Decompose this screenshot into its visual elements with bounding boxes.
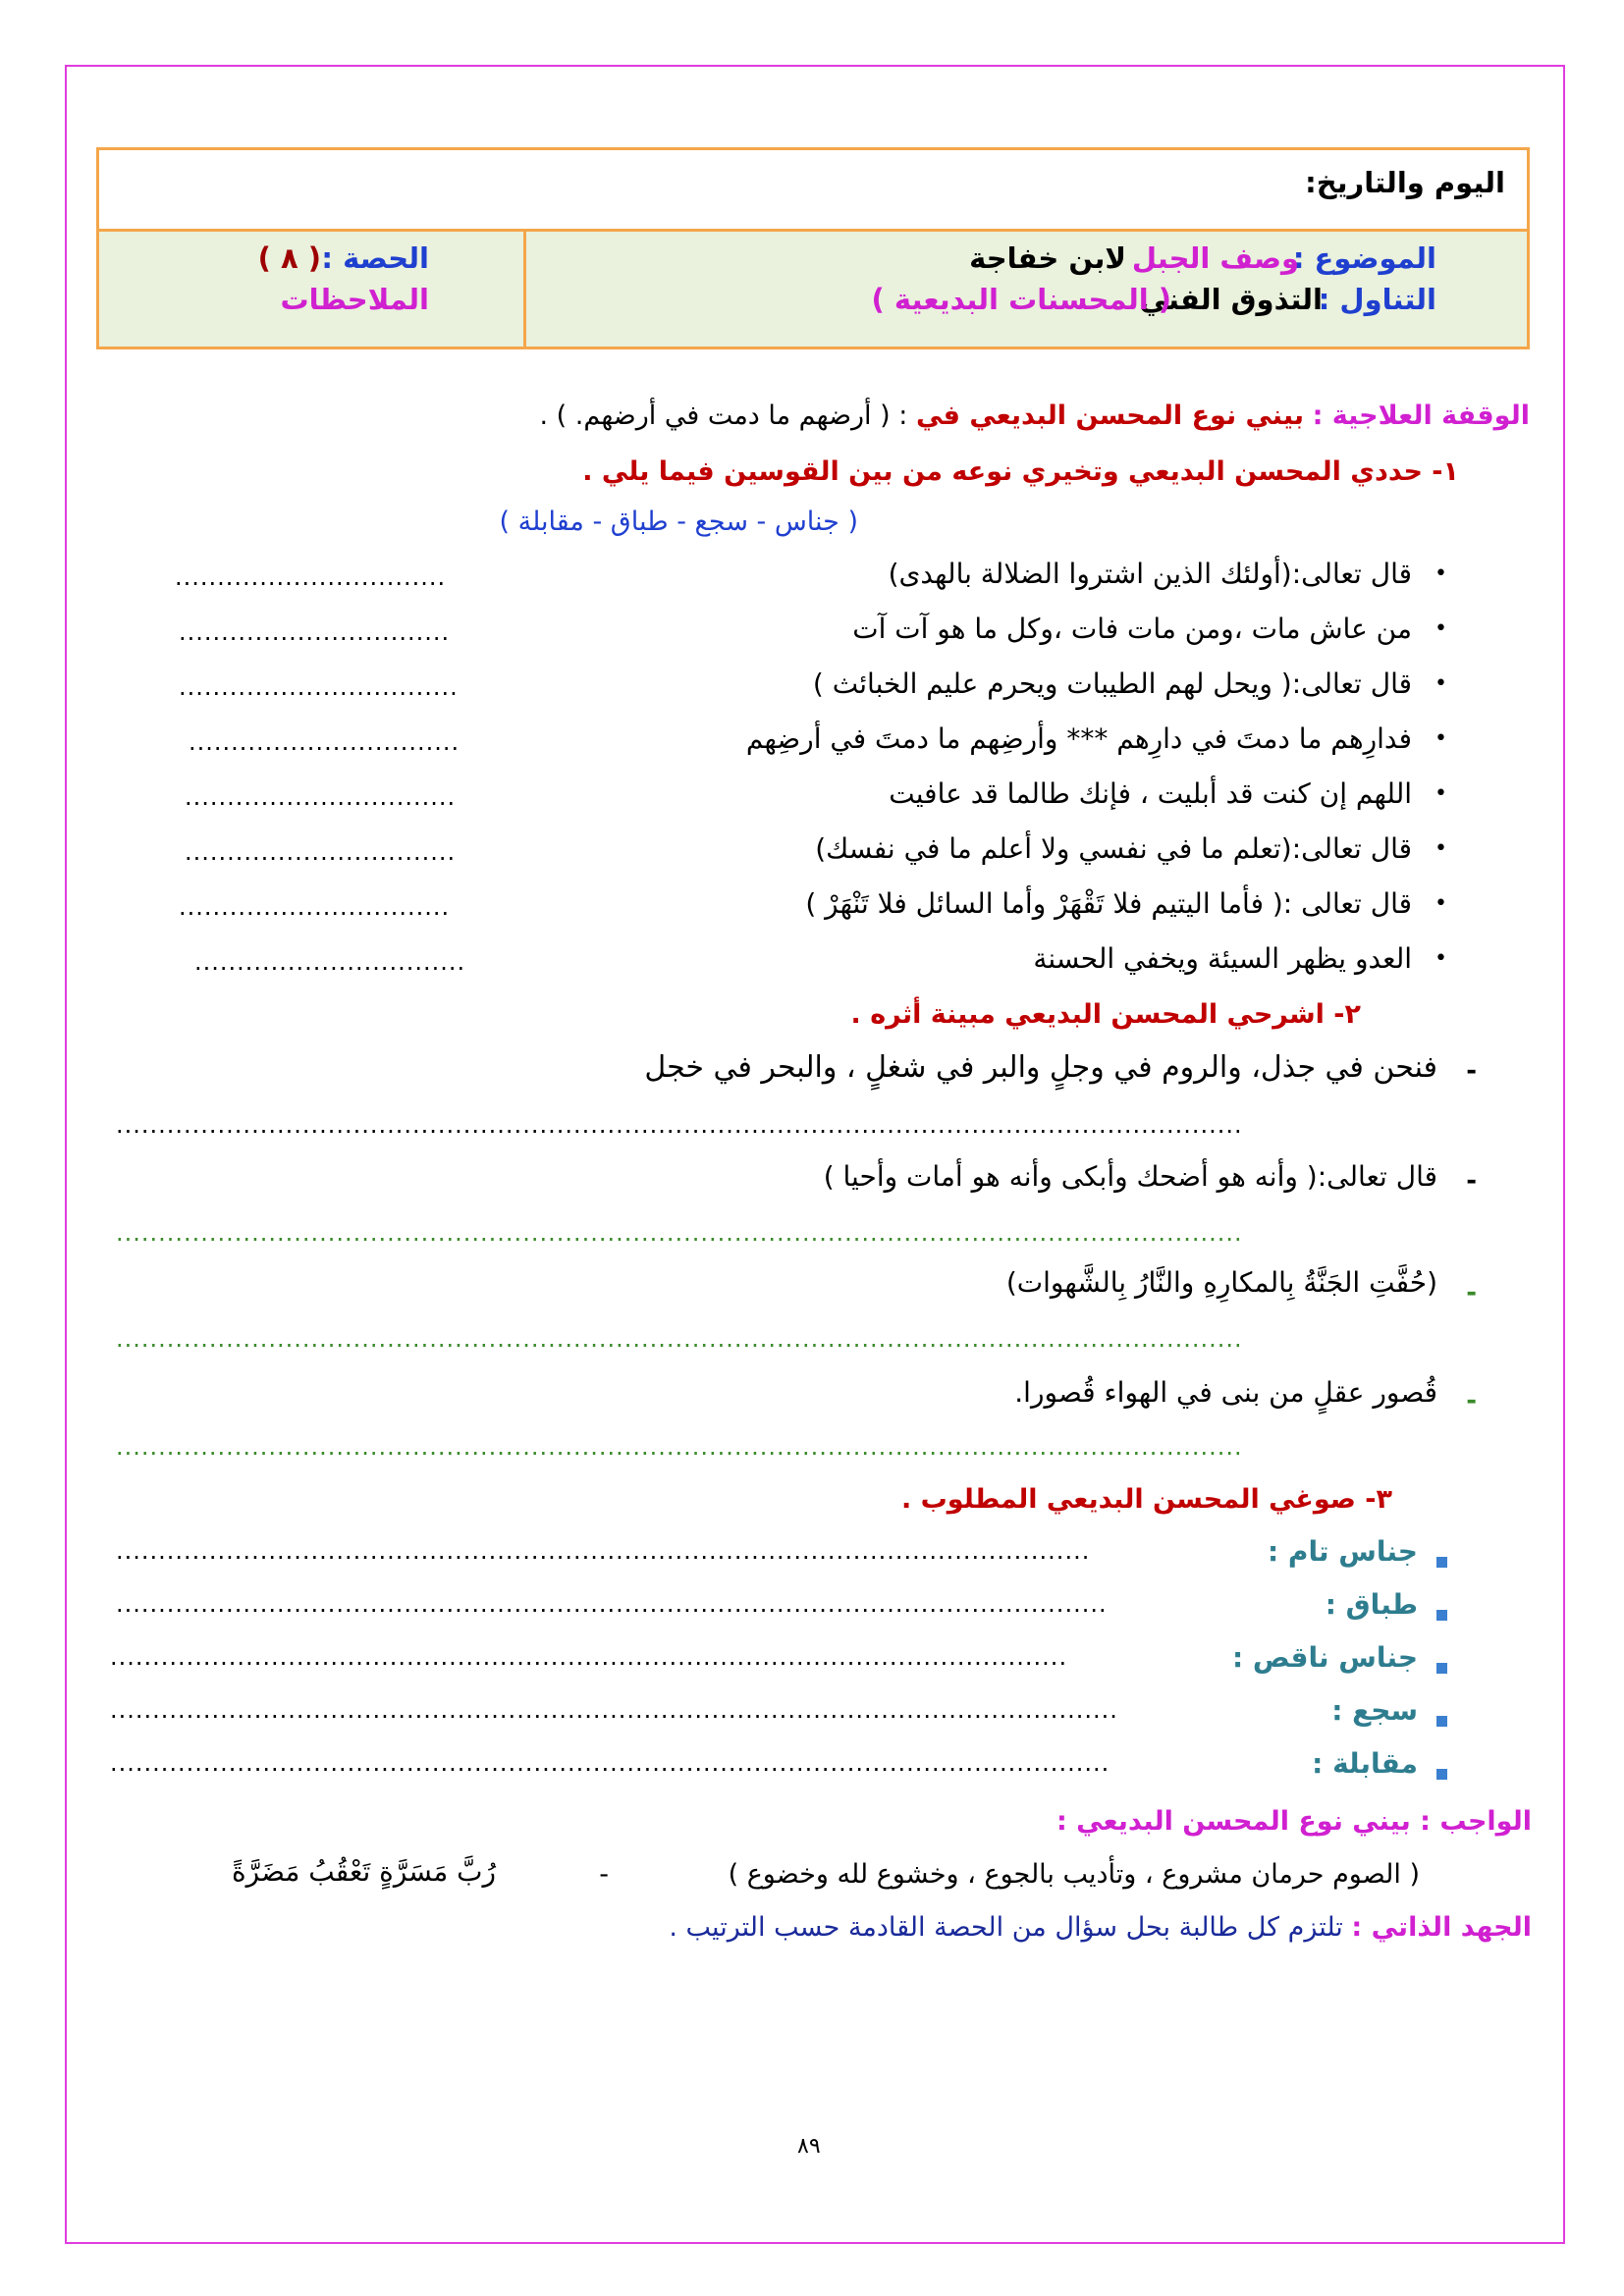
homework-line: ( الصوم حرمان مشروع ، وتأديب بالجوع ، وخشوع لله وخضوع ) bbox=[728, 1859, 1420, 1890]
q2-answer-line[interactable]: ..................................................................................................................................... bbox=[116, 1325, 1243, 1353]
bullet-icon: • bbox=[1435, 946, 1447, 971]
q1-item-text: قال تعالى:( ويحل لهم الطيبات ويحرم عليم الخبائث ) bbox=[812, 667, 1412, 700]
q2-item-text: (حُفَّتِ الجَنَّةُ بِالمكارِهِ والنَّارُ بِالشَّهوات) bbox=[1005, 1266, 1437, 1299]
q1-item-text: فدارِهم ما دمتَ في دارِهم *** وأرضِهم ما دمتَ في أرضِهم bbox=[745, 722, 1412, 755]
bullet-icon: • bbox=[1435, 781, 1447, 806]
q3-item-answer[interactable]: ................................................................................................................. bbox=[110, 1643, 1068, 1671]
session-label: الحصة : bbox=[321, 241, 429, 275]
day-date-label: اليوم والتاريخ: bbox=[1305, 166, 1505, 199]
dash-marker: - bbox=[1466, 1386, 1477, 1415]
bullet-icon: • bbox=[1435, 836, 1447, 861]
q1-item-answer[interactable]: ................................ bbox=[194, 948, 466, 976]
q1-item-answer[interactable]: ................................ bbox=[189, 728, 460, 756]
q1-item-answer[interactable]: ................................ bbox=[175, 563, 447, 591]
q3-item-label: طباق : bbox=[1325, 1588, 1418, 1621]
q1-item-text: اللهم إن كنت قد أبليت ، فإنك طالما قد عافيت bbox=[889, 777, 1412, 810]
bullet-icon: • bbox=[1435, 671, 1447, 696]
square-bullet-icon bbox=[1436, 1765, 1447, 1784]
square-bullet-icon bbox=[1436, 1659, 1447, 1678]
q3-item-answer[interactable]: ..................................................................................................................... bbox=[116, 1590, 1108, 1618]
self-effort-text: تلتزم كل طالبة بحل سؤال من الحصة القادمة حسب الترتيب . bbox=[669, 1912, 1343, 1943]
bullet-icon: • bbox=[1435, 726, 1447, 751]
q3-item-answer[interactable]: ...................................................................................................................... bbox=[110, 1749, 1110, 1777]
remedial-line bbox=[540, 400, 1531, 431]
subject-value: وصف الجبل bbox=[1131, 241, 1299, 275]
q1-item-text: من عاش مات ،ومن مات فات ،وكل ما هو آت آت bbox=[852, 613, 1412, 645]
session-value: ( ٨ ) bbox=[257, 241, 321, 275]
q1-item-text: قال تعالى:(تعلم ما في نفسي ولا أعلم ما في نفسك) bbox=[815, 832, 1412, 865]
square-bullet-icon bbox=[1436, 1553, 1447, 1572]
header-row-date bbox=[99, 150, 1527, 232]
header-table bbox=[96, 147, 1530, 349]
q3-item-answer[interactable]: ....................................................................................................................... bbox=[110, 1696, 1118, 1724]
header-row-info bbox=[99, 232, 1527, 347]
q2-answer-line[interactable]: ..................................................................................................................................... bbox=[116, 1111, 1243, 1139]
homework-separator: - bbox=[599, 1859, 609, 1890]
q1-title: ١- حددي المحسن البديعي وتخيري نوعه من بين القوسين فيما يلي . bbox=[582, 456, 1459, 487]
square-bullet-icon bbox=[1436, 1712, 1447, 1731]
q2-item-text: قال تعالى:( وأنه هو أضحك وأبكى وأنه هو أمات وأحيا ) bbox=[823, 1160, 1437, 1193]
treatment-paren: ( المحسنات البديعية ) bbox=[871, 283, 1171, 316]
q1-options: ( جناس - سجع - طباق - مقابلة ) bbox=[499, 507, 858, 537]
q1-item-text: قال تعالى:(أولئك الذين اشتروا الضلالة بالهدى) bbox=[888, 558, 1412, 590]
header-divider bbox=[523, 232, 526, 347]
q2-title: ٢- اشرحي المحسن البديعي مبينة أثره . bbox=[850, 999, 1361, 1030]
q2-item-text: فنحن في جذل، والروم في وجلٍ والبر في شغلٍ ، والبحر في خجل bbox=[644, 1050, 1437, 1085]
q1-item-answer[interactable]: ................................ bbox=[179, 618, 451, 646]
q1-item-text: العدو يظهر السيئة ويخفي الحسنة bbox=[1033, 942, 1412, 975]
page-number: ٨٩ bbox=[797, 2134, 821, 2159]
dash-marker: - bbox=[1466, 1278, 1477, 1308]
dash-marker: - bbox=[1466, 1056, 1477, 1086]
self-effort-line bbox=[669, 1912, 1532, 1943]
q1-item-text: قال تعالى :( فأما اليتيم فلا تَقْهَرْ وأما السائل فلا تَنْهَرْ ) bbox=[805, 887, 1412, 920]
bullet-icon: • bbox=[1435, 561, 1447, 586]
homework-label: الواجب : بيني نوع المحسن البديعي : bbox=[1056, 1806, 1532, 1837]
treatment-label: التناول : bbox=[1318, 283, 1436, 316]
bullet-icon: • bbox=[1435, 616, 1447, 641]
bullet-icon: • bbox=[1435, 891, 1447, 916]
treatment-value: التذوق الفني bbox=[1139, 283, 1323, 316]
remedial-question: بيني نوع المحسن البديعي في bbox=[915, 400, 1304, 431]
square-bullet-icon bbox=[1436, 1606, 1447, 1625]
q2-answer-line[interactable]: ..................................................................................................................................... bbox=[116, 1219, 1243, 1247]
q3-title: ٣- صوغي المحسن البديعي المطلوب . bbox=[900, 1484, 1392, 1515]
subject-label: الموضوع : bbox=[1292, 241, 1436, 275]
q3-item-label: مقابلة : bbox=[1312, 1747, 1418, 1780]
q1-item-answer[interactable]: ................................ bbox=[179, 893, 451, 921]
q1-item-answer[interactable]: ................................ bbox=[185, 838, 457, 866]
remedial-label: الوقفة العلاجية : bbox=[1312, 400, 1530, 431]
subject-author: لابن خفاجة bbox=[969, 241, 1126, 275]
q3-item-answer[interactable]: ................................................................................................................... bbox=[116, 1537, 1091, 1565]
notes-label: الملاحظات bbox=[280, 283, 429, 316]
homework-line2: رُبَّ مَسَرَّةٍ تَعْقُبُ مَضَرَّةً bbox=[232, 1855, 497, 1888]
self-effort-label: الجهد الذاتي : bbox=[1351, 1912, 1532, 1943]
dash-marker: - bbox=[1466, 1166, 1477, 1196]
q3-item-label: جناس تام : bbox=[1267, 1535, 1418, 1568]
remedial-example: : ( أرضهم ما دمت في أرضهم. ) . bbox=[539, 400, 908, 431]
q1-item-answer[interactable]: ................................ bbox=[185, 783, 457, 811]
q3-item-label: جناس ناقص : bbox=[1231, 1641, 1418, 1674]
q3-item-label: سجع : bbox=[1331, 1694, 1418, 1727]
q2-answer-line[interactable]: ..................................................................................................................................... bbox=[116, 1433, 1243, 1461]
q1-item-answer[interactable]: ................................. bbox=[179, 673, 459, 701]
q2-item-text: قُصور عقلٍ من بنى في الهواء قُصورا. bbox=[1014, 1376, 1437, 1409]
